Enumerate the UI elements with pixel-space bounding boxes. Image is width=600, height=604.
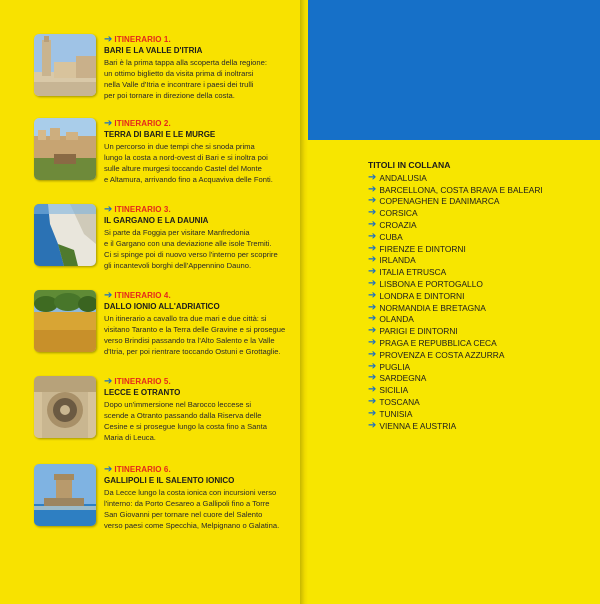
arrow-right-icon: ➔ — [368, 183, 377, 195]
collana-item: ➔ CORSICA — [368, 207, 418, 219]
collana-item: ➔ LONDRA E DINTORNI — [368, 289, 465, 301]
collana-item: ➔ CROAZIA — [368, 219, 417, 231]
itinerario-2-photo — [34, 118, 96, 180]
collana-item: ➔ TUNISIA — [368, 407, 413, 419]
collana-item: ➔ PARIGI E DINTORNI — [368, 325, 458, 337]
collana-title: TITOLI IN COLLANA — [368, 160, 451, 170]
collana-item: ➔ SARDEGNA — [368, 372, 427, 384]
itinerario-label: ITINERARIO 2. — [114, 119, 171, 128]
collana-item: ➔ CUBA — [368, 230, 403, 242]
collana-item: ➔ ANDALUSIA — [368, 171, 427, 183]
itinerario-title: DALLO IONIO ALL'ADRIATICO — [104, 302, 220, 311]
arrow-right-icon: ➔ — [368, 219, 377, 231]
arrow-right-icon: ➔ — [104, 463, 113, 475]
arrow-right-icon: ➔ — [368, 313, 377, 325]
itinerario-label: ITINERARIO 4. — [114, 291, 171, 300]
collana-item: ➔ IRLANDA — [368, 254, 416, 266]
itinerario-title: IL GARGANO E LA DAUNIA — [104, 216, 209, 225]
arrow-right-icon: ➔ — [368, 301, 377, 313]
collana-item: ➔ COPENAGHEN E DANIMARCA — [368, 195, 500, 207]
collana-item: ➔ ITALIA ETRUSCA — [368, 266, 447, 278]
arrow-right-icon: ➔ — [368, 419, 377, 431]
collana-item: ➔ TOSCANA — [368, 396, 420, 408]
itinerario-4 — [34, 290, 296, 370]
arrow-right-icon: ➔ — [368, 396, 377, 408]
itinerario-4-photo — [34, 290, 96, 352]
arrow-right-icon: ➔ — [104, 33, 113, 45]
arrow-right-icon: ➔ — [368, 266, 377, 278]
arrow-right-icon: ➔ — [368, 278, 377, 290]
collana-item: ➔ OLANDA — [368, 313, 414, 325]
collana-item: ➔ PRAGA E REPUBBLICA CECA — [368, 337, 497, 349]
itinerario-5 — [34, 376, 296, 456]
collana-item: ➔ BARCELLONA, COSTA BRAVA E BALEARI — [368, 183, 543, 195]
itinerario-2 — [34, 118, 296, 198]
arrow-right-icon: ➔ — [368, 360, 377, 372]
itinerario-3 — [34, 204, 296, 284]
collana-item: ➔ FIRENZE E DINTORNI — [368, 242, 466, 254]
collana-list — [368, 160, 578, 432]
collana-item: ➔ PUGLIA — [368, 360, 411, 372]
collana-item: ➔ VIENNA E AUSTRIA — [368, 419, 457, 431]
itinerario-title: TERRA DI BARI E LE MURGE — [104, 130, 216, 139]
itinerario-title: GALLIPOLI E IL SALENTO IONICO — [104, 476, 235, 485]
itinerario-label: ITINERARIO 5. — [114, 377, 171, 386]
itinerario-5-photo — [34, 376, 96, 438]
itinerario-1-photo — [34, 34, 96, 96]
collana-item: ➔ NORMANDIA E BRETAGNA — [368, 301, 486, 313]
arrow-right-icon: ➔ — [368, 348, 377, 360]
collana-item: ➔ LISBONA E PORTOGALLO — [368, 278, 483, 290]
arrow-right-icon: ➔ — [368, 230, 377, 242]
itinerario-description: Si parte da Foggia per visitare Manfredonia e il Gargano con una deviazione alle isole Tremiti. Ci si spinge poi di nuovo verso l'interno per scoprire gli incantevoli borghi dell'Appennino Dauno. — [104, 228, 278, 271]
itinerario-label: ITINERARIO 3. — [114, 205, 171, 214]
itinerario-label: ITINERARIO 6. — [114, 465, 171, 474]
arrow-right-icon: ➔ — [368, 254, 377, 266]
collana-item: ➔ PROVENZA E COSTA AZZURRA — [368, 348, 505, 360]
itinerario-description: Dopo un'immersione nel Barocco leccese si scende a Otranto passando dalla Riserva delle Cesine e si prosegue lungo la costa fino a Santa Maria di Leuca. — [104, 400, 267, 443]
arrow-right-icon: ➔ — [368, 407, 377, 419]
itinerario-description: Bari è la prima tappa alla scoperta della regione: un ottimo biglietto da visita prima di inoltrarsi nella Valle d'Itria e incontrare i paesi dei trulli per poi tornare in direzione della costa. — [104, 58, 267, 101]
collana-panel — [308, 0, 600, 604]
itinerario-title: BARI E LA VALLE D'ITRIA — [104, 46, 203, 55]
itinerario-description: Da Lecce lungo la costa ionica con incursioni verso l'interno: da Porto Cesareo a Gallipoli fino a Torre San Giovanni per tornare nel cuore del Salento verso paesi come Specchia, Melpignano o Galatina. — [104, 488, 280, 531]
arrow-right-icon: ➔ — [368, 242, 377, 254]
itinerario-description: Un itinerario a cavallo tra due mari e due città: si visitano Taranto e la Terra delle Gravine e si prosegue verso Brindisi passando tra l'Alto Salento e la Valle d'Itria, per poi rientrare toccando Ostuni e Grottaglie. — [104, 314, 286, 357]
page-fold — [300, 0, 308, 604]
itinerario-description: Un percorso in due tempi che si snoda prima lungo la costa a nord-ovest di Bari e si inoltra poi sulle alture murgesi toccando Castel del Monte e Altamura, arrivando fino a Acquaviva delle Fonti. — [104, 142, 273, 185]
arrow-right-icon: ➔ — [104, 289, 113, 301]
collana-item: ➔ SICILIA — [368, 384, 409, 396]
itinerario-label: ITINERARIO 1. — [114, 35, 171, 44]
itinerario-title: LECCE E OTRANTO — [104, 388, 181, 397]
arrow-right-icon: ➔ — [368, 372, 377, 384]
arrow-right-icon: ➔ — [368, 171, 377, 183]
itinerario-3-photo — [34, 204, 96, 266]
arrow-right-icon: ➔ — [104, 375, 113, 387]
itinerario-6-photo — [34, 464, 96, 526]
arrow-right-icon: ➔ — [368, 325, 377, 337]
arrow-right-icon: ➔ — [368, 337, 377, 349]
arrow-right-icon: ➔ — [104, 117, 113, 129]
arrow-right-icon: ➔ — [104, 203, 113, 215]
arrow-right-icon: ➔ — [368, 207, 377, 219]
arrow-right-icon: ➔ — [368, 289, 377, 301]
arrow-right-icon: ➔ — [368, 384, 377, 396]
itinerario-6 — [34, 464, 296, 544]
blue-banner — [308, 0, 600, 140]
itinerario-1 — [34, 34, 296, 114]
arrow-right-icon: ➔ — [368, 195, 377, 207]
